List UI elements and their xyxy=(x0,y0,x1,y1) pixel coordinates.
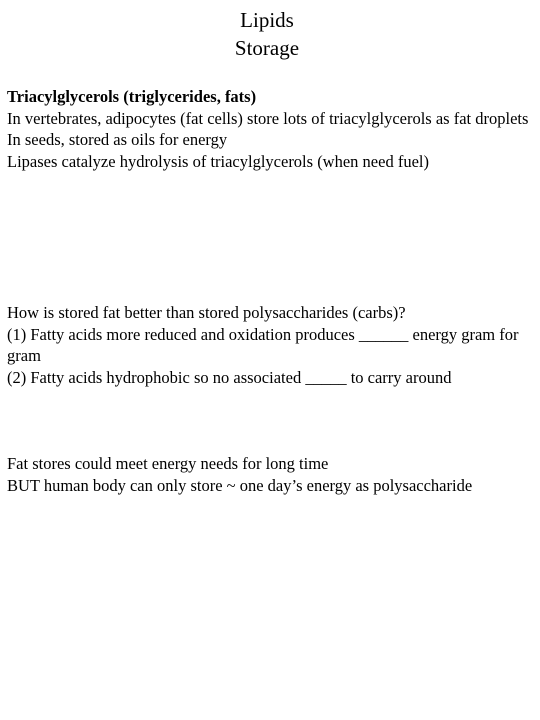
conclusion-section xyxy=(7,453,532,496)
section-heading: Triacylglycerols (triglycerides, fats) xyxy=(7,87,257,106)
comparison-section xyxy=(7,302,532,388)
text-line: In vertebrates, adipocytes (fat cells) store lots of triacylglycerols as fat droplets xyxy=(7,108,529,128)
page-subtitle: Storage xyxy=(234,36,300,60)
text-line: BUT human body can only store ~ one day’s energy as polysaccharide xyxy=(7,475,473,495)
page-title: Lipids xyxy=(240,8,294,32)
triacylglycerol-section xyxy=(7,86,532,172)
text-line: In seeds, stored as oils for energy xyxy=(7,130,228,149)
question-line: How is stored fat better than stored polysaccharides (carbs)? xyxy=(7,303,406,322)
text-line: Fat stores could meet energy needs for long time xyxy=(7,454,329,473)
point-line: (1) Fatty acids more reduced and oxidation produces ______ energy gram for gram xyxy=(7,324,519,365)
point-line: (2) Fatty acids hydrophobic so no associated _____ to carry around xyxy=(7,367,452,387)
text-line: Lipases catalyze hydrolysis of triacylglycerols (when need fuel) xyxy=(7,151,429,171)
